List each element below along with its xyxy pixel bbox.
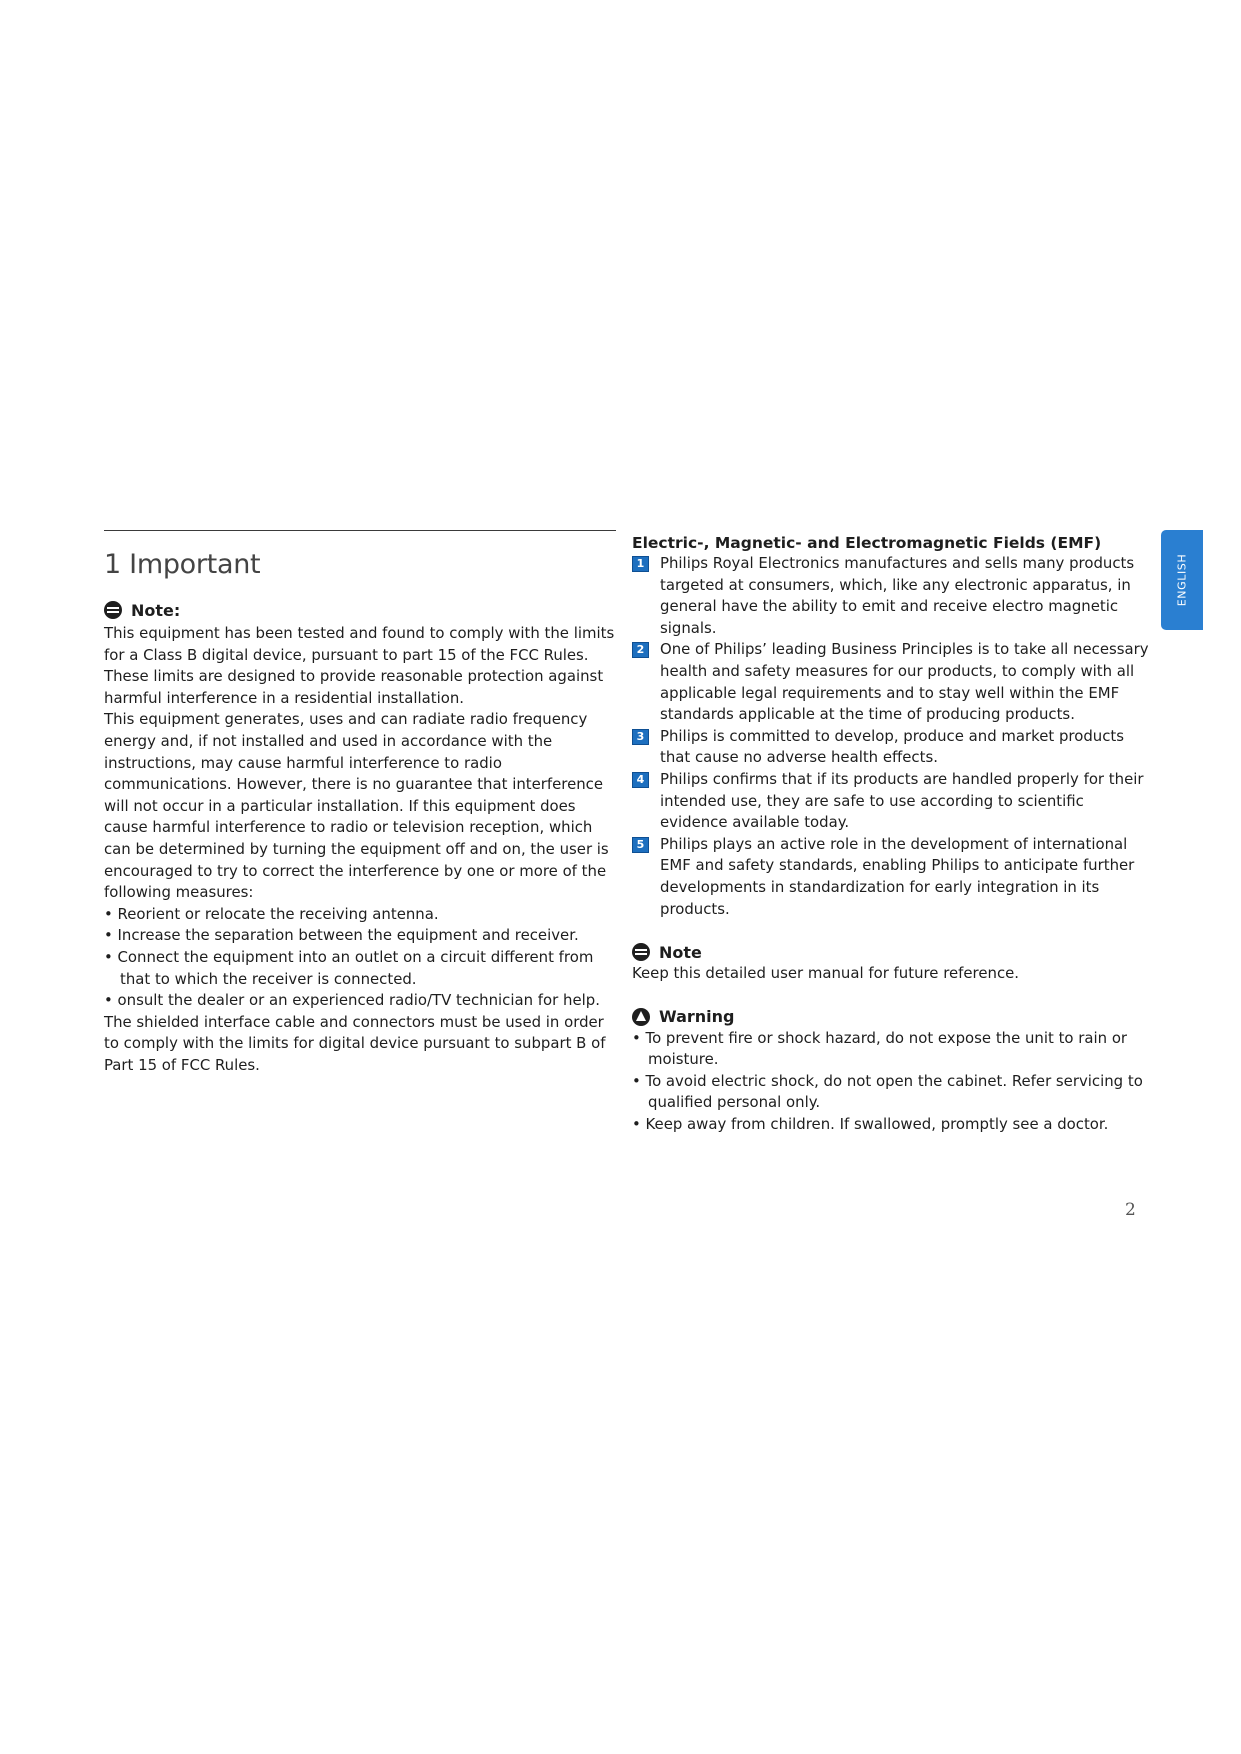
warning-icon [632,1008,650,1026]
emf-item [632,769,1152,834]
emf-item [632,834,1152,920]
emf-section [632,533,1152,1136]
emf-item [632,726,1152,769]
emf-item [632,639,1152,725]
emf-title: Electric-, Magnetic- and Electromagnetic Fields (EMF) [632,534,1102,552]
language-tab [1161,530,1203,630]
fcc-paragraph-1: This equipment has been tested and found to comply with the limits for a Class B digital device, pursuant to part 15 of the FCC Rules. These limits are designed to provide reasonable protection against harmful interference in a residential installation. [104,624,615,707]
number-badge: 2 [632,642,649,658]
note-text: Keep this detailed user manual for future reference. [632,964,1020,983]
list-item: • Increase the separation between the equipment and receiver. [104,926,579,945]
number-badge: 3 [632,729,649,745]
list-item: • Reorient or relocate the receiving antenna. [104,904,439,923]
fcc-paragraph-3: The shielded interface cable and connectors must be used in order to comply with the limits for digital device pursuant to subpart B of Part 15 of FCC Rules. [104,1012,606,1074]
list-item: • Keep away from children. If swallowed, promptly see a doctor. [632,1115,1109,1134]
note-heading [104,600,616,620]
number-badge: 1 [632,556,649,572]
note-heading [632,942,1152,962]
section-title: 1 Important [104,549,261,580]
list-item: • onsult the dealer or an experienced radio/TV technician for help. [104,991,600,1010]
number-badge: 4 [632,772,649,788]
emf-item-text: Philips is committed to develop, produce and market products that cause no adverse health effects. [660,726,1124,767]
emf-item [632,553,1152,639]
warning-heading-label: Warning [659,1007,735,1027]
list-item: • To avoid electric shock, do not open the cabinet. Refer servicing to qualified personal only. [632,1071,1143,1112]
important-section [104,530,616,1076]
page-number: 2 [1125,1200,1136,1220]
emf-item-text: Philips confirms that if its products are handled properly for their intended use, they are safe to use according to scientific evidence available today. [660,769,1144,832]
language-tab-label: ENGLISH [1175,553,1189,607]
emf-item-text: Philips Royal Electronics manufactures and sells many products targeted at consumers, which, like any electronic apparatus, in general have the ability to emit and receive electro magnetic signals. [660,554,1135,637]
list-item: • To prevent fire or shock hazard, do not expose the unit to rain or moisture. [632,1028,1128,1069]
section-divider [104,530,616,531]
note-heading-label: Note [659,942,702,962]
note-icon [632,943,650,961]
note-icon [104,601,122,619]
emf-item-text: One of Philips’ leading Business Principles is to take all necessary health and safety measures for our products, to comply with all applicable legal requirements and to stay well within the EMF standards applicable at the time of producing products. [660,640,1149,724]
warning-heading [632,1007,1152,1027]
note-heading-label: Note: [131,600,181,620]
emf-item-text: Philips plays an active role in the development of international EMF and safety standards, enabling Philips to anticipate further developments in standardization for early integration in its products. [660,834,1135,918]
list-item: • Connect the equipment into an outlet on a circuit different from that to which the receiver is connected. [104,947,594,988]
fcc-paragraph-2: This equipment generates, uses and can radiate radio frequency energy and, if not installed and used in accordance with the instructions, may cause harmful interference to radio communications. However, there is no guarantee that interference will not occur in a particular installation. If this equipment does cause harmful interference to radio or television reception, which can be determined by turning the equipment off and on, the user is encouraged to try to correct the interference by one or more of the following measures: [104,710,609,902]
number-badge: 5 [632,837,649,853]
